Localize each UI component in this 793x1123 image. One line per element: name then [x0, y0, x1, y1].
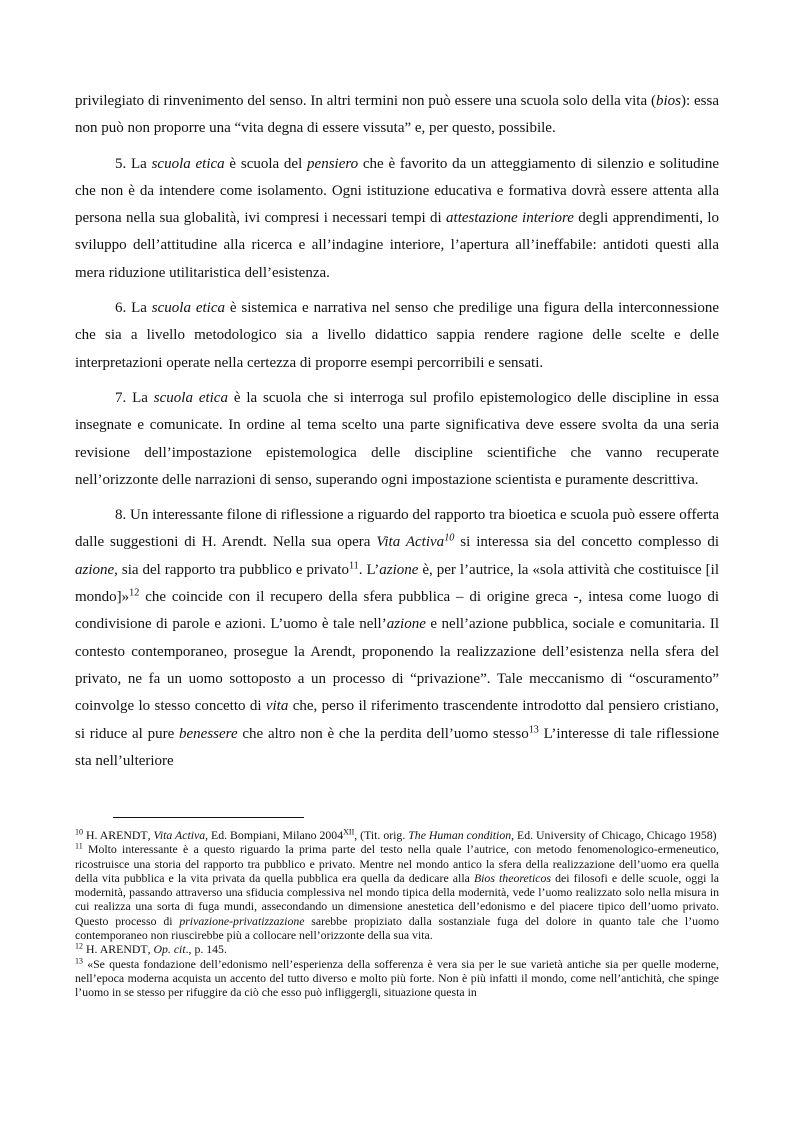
footnote-10: $^{10}$ H. ARENDT, Vita Activa, Ed. Bompiani, Milano $2004^{XII}$, (Tit. orig. The Human condition, Ed. University of Chicago, Chicago 1958) — [75, 827, 717, 842]
footnote-12: $^{12}$ H. ARENDT, Op. cit., p. 145. — [75, 941, 227, 957]
paragraph-8: 8. Un interessante filone di riflessione a riguardo del rapporto tra bioetica e scuola può essere offerta dalle suggestioni di H. Arendt. Nella sua opera Vita Activa$^{10}$ si interessa sia del concetto complesso di azione, sia del rapporto tra pubblico e privato$^{11}$. L’azione è, per l’autrice, la «sola attività che costituisce [il mondo]»$^{12}$ che coincide con il recupero della sfera pubblica – di origine greca -, intesa come luogo di condivisione di parole e azioni. L’uomo è tale nell’azione e nell’azione pubblica, sociale e comunitaria. Il contesto contemporaneo, prosegue la Arendt, proponendo la realizzazione dell’esistenza nella sfera del privato, ne fa un uomo sottoposto a un processo di “privazione”. Tale meccanismo di “oscuramento” coinvolge lo stesso concetto di vita che, perso il riferimento trascendente introdotto dal pensiero cristiano, si riduce al pure benessere che altro non è che la perdita dell’uomo stesso$^{13}$ L’interesse di tale riflessione sta nell’ulteriore — [75, 507, 720, 769]
footnote-11: $^{11}$ Molto interessante è a questo riguardo la prima parte del testo nella quale l’autrice, con metodo fenomenologico-ermeneutico, ricostruisce una storia del rapporto tra pubblico e privato. Mentre nel mondo antico la sfera della realizzazione dell’uomo era quella della vita pubblica e la vita privata da quella pubblica era quella da dedicare alla Bios theoreticos dei filosofi e delle scuole, oggi la modernità, passando attraverso una sfiducia complessiva nel mondo tipica della modernità, vede l’uomo realizzato solo nella misura in cui realizza una sorta di fuga mundi, assecondando un dimensione anestetica dell’edonismo e del piacere tipico dell’uomo privato. Questo processo di privazione-privatizzazione sarebbe propiziato dalla sostanziale fuga del dolore in quanto tale che l’uomo contemporaneo non riuscirebbe più a collocare nell’orizzonte della sua vita. — [75, 841, 719, 943]
footnotes — [75, 828, 719, 1000]
footnote-separator — [113, 817, 304, 818]
footnote-ref-13[interactable]: 13 — [528, 723, 539, 735]
paragraph-7: 7. La scuola etica è la scuola che si interroga sul profilo epistemologico delle discipline in essa insegnate e comunicate. In ordine al tema scelto una parte significativa deve essere svolta da una seria revisione dell’impostazione epistemologica delle discipline scientifiche che vanno recuperate nell’orizzonte delle narrazioni di senso, superando ogni impostazione scientista e puramente descrittiva. — [75, 389, 719, 488]
footnote-13: $^{13}$ «Se questa fondazione dell’edonismo nell’esperienza della sofferenza è vera sia per le sue varietà antiche sia per quelle moderne, nell’epoca moderna acquista un accento del tutto diverso e molto più forte. Non è più infatti il mondo, come nell’antichità, che spinge l’uomo in se stesso per rifuggire da ciò che esso può infliggergli, situazione questa in — [75, 956, 719, 1000]
paragraph-6: 6. La scuola etica è sistemica e narrativa nel senso che predilige una figura della interconnessione che sia a livello metodologico sia a livello didattico sappia rendere ragione delle scelte e delle interpretazioni operate nella certezza di proporre esempi percorribili e sensati. — [75, 300, 719, 371]
footnote-ref-12[interactable]: 12 — [129, 587, 140, 599]
main-text — [75, 88, 719, 783]
paragraph-5: 5. La scuola etica è scuola del pensiero che è favorito da un atteggiamento di silenzio e solitudine che non è da intendere come isolamento. Ogni istituzione educativa e formativa dovrà essere attenta alla persona nella sua globalità, ivi compresi i necessari tempi di attestazione interiore degli apprendimenti, lo sviluppo dell’attitudine alla ricerca e all’indagine interiore, l’apertura all’ineffabile: antidoti questi alla mera riduzione utilitaristica dell’esistenza. — [75, 155, 719, 281]
footnote-ref-11[interactable]: 11 — [348, 560, 359, 572]
paragraph-continuation: privilegiato di rinvenimento del senso. In altri termini non può essere una scuola solo della vita (bios): essa non può non proporre una “vita degna di essere vissuta” e, per questo, possibile. — [75, 93, 719, 137]
footnote-ref-10[interactable]: 10 — [444, 532, 455, 544]
